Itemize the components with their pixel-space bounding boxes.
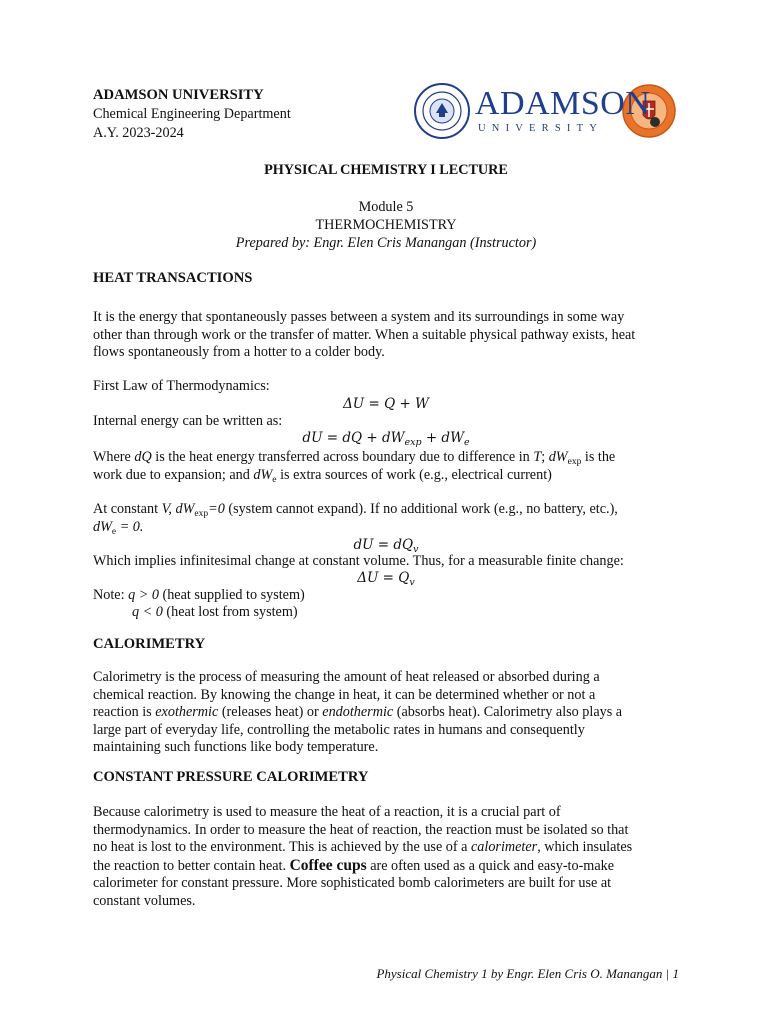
text-span: ; — [541, 449, 549, 465]
text-line: chemical reaction. By knowing the change in heat, it can be determined whether or not a — [93, 686, 596, 703]
prepared-by: Prepared by: Engr. Elen Cris Manangan (Instructor) — [235, 235, 537, 251]
text-line: constant volumes. — [93, 892, 196, 909]
symbol-T: T — [533, 449, 542, 465]
note-line-2 — [132, 604, 718, 622]
heading-constant-pressure: CONSTANT PRESSURE CALORIMETRY — [93, 769, 369, 785]
text-span: (system cannot expand). If no additional work (e.g., no battery, etc.), — [224, 501, 618, 517]
text-line — [93, 449, 679, 467]
text-line — [93, 704, 679, 722]
logo-wordmark: ADAMSON — [475, 85, 651, 122]
symbol-equals-zero: = 0. — [116, 518, 144, 535]
text-line — [93, 857, 679, 876]
text-line — [93, 501, 679, 519]
university-logo — [410, 79, 678, 143]
text-span: reaction is — [93, 704, 156, 720]
term-endothermic: endothermic — [322, 704, 394, 720]
text-span: is the — [581, 449, 616, 465]
text-span: , which insulates — [537, 839, 633, 855]
term-exothermic: exothermic — [155, 704, 219, 720]
text-line — [93, 467, 679, 485]
term-calorimeter: calorimeter — [471, 839, 538, 855]
eq-text: ΔU = Q — [357, 570, 410, 586]
text-line: thermodynamics. In order to measure the heat of reaction, the reaction must be isolated so that — [93, 821, 629, 838]
text-line: large part of everyday life, controlling the metabolic rates in humans and consequently — [93, 721, 585, 738]
university-name: ADAMSON UNIVERSITY — [93, 87, 264, 103]
paragraph-calorimetry — [93, 669, 679, 757]
symbol-zero: =0 — [208, 501, 225, 517]
text-span: is the heat energy transferred across boundary due to difference in — [151, 449, 534, 465]
text-span: At constant — [93, 501, 162, 517]
module-number: Module 5 — [358, 199, 414, 215]
symbol-dWe: dW — [253, 466, 273, 483]
note-text: (heat supplied to system) — [158, 587, 305, 603]
equation-first-law: ΔU = Q + W — [343, 396, 429, 412]
text-line: Because calorimetry is used to measure the heat of a reaction, it is a crucial part of — [93, 804, 561, 820]
text-span: is extra sources of work (e.g., electrical current) — [276, 466, 552, 483]
note-line-1 — [93, 587, 679, 605]
course-title: PHYSICAL CHEMISTRY I LECTURE — [264, 162, 508, 178]
symbol-V-dW: V, dW — [161, 501, 195, 517]
subscript-v: v — [409, 577, 415, 588]
note-condition: q > 0 — [128, 587, 159, 603]
logo-subword: UNIVERSITY — [478, 123, 603, 134]
text-line — [93, 839, 679, 857]
eq-text: dU = dQ + dW — [302, 430, 405, 446]
subscript-e: e — [111, 526, 117, 537]
symbol-dWe: dW — [93, 518, 112, 535]
subscript-exp: exp — [567, 457, 582, 467]
symbol-dQ: dQ — [134, 449, 152, 465]
page-footer: Physical Chemistry 1 by Engr. Elen Cris O. Manangan | 1 — [376, 966, 679, 981]
text-line: Calorimetry is the process of measuring the amount of heat released or absorbed during a — [93, 669, 600, 685]
note-text: (heat lost from system) — [162, 604, 298, 620]
equation-internal-energy: dU = dQ + $dW_{exp} + dW_e$ — [302, 430, 470, 448]
text-span: (absorbs heat). Calorimetry also plays a — [393, 704, 623, 720]
paragraph-constant-volume — [93, 501, 679, 536]
text-line: It is the energy that spontaneously passes between a system and its surroundings in some way — [93, 309, 625, 325]
text-span: the reaction to better contain heat. — [93, 857, 290, 874]
text-span: work due to expansion; and — [93, 466, 254, 483]
text-span: are often used as a quick and easy-to-make — [366, 857, 615, 874]
text-line — [93, 519, 679, 537]
text-line: maintaining such functions like body temperature. — [93, 739, 379, 755]
heading-heat-transactions: HEAT TRANSACTIONS — [93, 270, 253, 286]
equation-deltaU-Qv — [93, 570, 679, 588]
text-span: (releases heat) or — [218, 704, 323, 720]
text-line: other than through work or the transfer of matter. When a suitable physical pathway exists, heat — [93, 326, 636, 343]
text-span: Where — [93, 449, 135, 465]
paragraph-heat — [93, 309, 679, 362]
first-law-label: First Law of Thermodynamics: — [93, 378, 270, 394]
term-coffee-cups: Coffee cups — [289, 856, 367, 874]
subscript-v: v — [413, 544, 419, 555]
note-condition: q < 0 — [132, 604, 163, 620]
equation-dU-dQv — [93, 537, 679, 555]
heading-calorimetry: CALORIMETRY — [93, 636, 206, 652]
module-topic: THERMOCHEMISTRY — [315, 217, 457, 233]
eq-text: dU = dQ — [353, 537, 414, 553]
paragraph-constant-pressure — [93, 804, 679, 910]
text-span: no heat is lost to the environment. This is achieved by the use of a — [93, 839, 471, 855]
department-name: Chemical Engineering Department — [93, 106, 291, 122]
symbol-dW: dW — [548, 449, 568, 465]
internal-energy-label: Internal energy can be written as: — [93, 413, 283, 429]
note-label: Note: — [93, 587, 129, 603]
academic-year: A.Y. 2023-2024 — [93, 125, 184, 141]
paragraph-where — [93, 449, 679, 484]
subscript-e: e — [272, 474, 277, 485]
implies-text: Which implies infinitesimal change at constant volume. Thus, for a measurable finite change: — [93, 553, 624, 569]
subscript-exp: exp — [194, 509, 209, 519]
text-line: calorimeter for constant pressure. More sophisticated bomb calorimeters are built for use at — [93, 875, 612, 891]
text-line: flows spontaneously from a hotter to a colder body. — [93, 344, 385, 360]
